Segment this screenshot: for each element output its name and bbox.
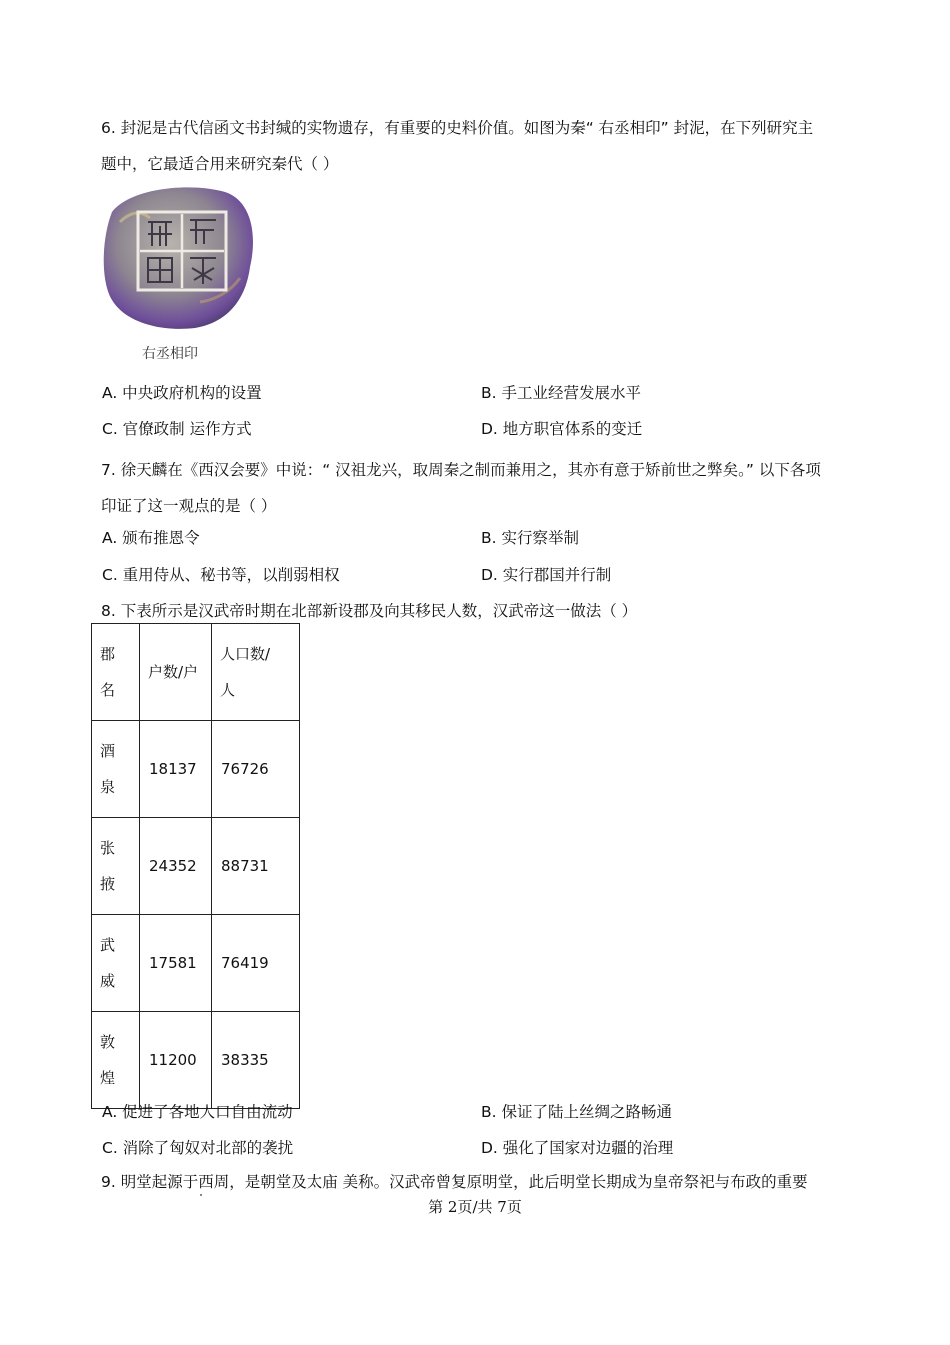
- q6-option-d[interactable]: D. 地方职官体系的变迁: [481, 420, 643, 438]
- table-header-cell: 郡名: [92, 624, 140, 721]
- q6-option-b[interactable]: B. 手工业经营发展水平: [481, 384, 641, 402]
- table-row: [92, 1012, 300, 1109]
- table-header-cell: 人口数/人: [212, 624, 300, 721]
- table-cell-households: 24352: [140, 818, 212, 915]
- table-cell-population: 76726: [212, 721, 300, 818]
- table-cell-households: 11200: [140, 1012, 212, 1109]
- q6-option-c[interactable]: C. 官僚政制 运作方式: [102, 420, 252, 438]
- q8-option-a[interactable]: A. 促进了各地人口自由流动: [102, 1103, 293, 1121]
- table-cell-households: 17581: [140, 915, 212, 1012]
- seal-image: [100, 182, 256, 332]
- q7-option-c[interactable]: C. 重用侍从、秘书等，以削弱相权: [102, 566, 340, 584]
- q6-stem-line1: 6. 封泥是古代信函文书封缄的实物遗存，有重要的史料价值。如图为秦“ 右丞相印” 封泥，在下列研究主: [101, 119, 814, 137]
- table-row: [92, 915, 300, 1012]
- table-cell-population: 76419: [212, 915, 300, 1012]
- table-header-row: [92, 624, 300, 721]
- q8-option-b[interactable]: B. 保证了陆上丝绸之路畅通: [481, 1103, 672, 1121]
- q7-stem-line1: 7. 徐天麟在《西汉会要》中说：“ 汉祖龙兴，取周秦之制而兼用之，其亦有意于矫前世之弊矣。” 以下各项: [101, 461, 821, 479]
- table-cell-households: 18137: [140, 721, 212, 818]
- q7-option-a[interactable]: A. 颁布推恩令: [102, 529, 200, 547]
- table-cell-population: 38335: [212, 1012, 300, 1109]
- q7-stem-line2: 印证了这一观点的是（ ）: [101, 497, 277, 515]
- population-table: [91, 623, 300, 1109]
- q8-option-d[interactable]: D. 强化了国家对边疆的治理: [481, 1139, 674, 1157]
- q8-stem: 8. 下表所示是汉武帝时期在北部新设郡及向其移民人数，汉武帝这一做法（ ）: [101, 602, 638, 620]
- table-row: [92, 818, 300, 915]
- q6-option-a[interactable]: A. 中央政府机构的设置: [102, 384, 262, 402]
- table-cell-population: 88731: [212, 818, 300, 915]
- table-cell-name: 武威: [92, 915, 140, 1012]
- q7-option-b[interactable]: B. 实行察举制: [481, 529, 579, 547]
- q7-option-d[interactable]: D. 实行郡国并行制: [481, 566, 612, 584]
- table-row: [92, 721, 300, 818]
- table-cell-name: 敦煌: [92, 1012, 140, 1109]
- table-cell-name: 张掖: [92, 818, 140, 915]
- page-footer: 第 2页/共 7页: [428, 1198, 522, 1216]
- seal-caption: 右丞相印: [142, 346, 198, 362]
- table-header-cell: 户数/户: [140, 624, 212, 721]
- table-cell-name: 酒泉: [92, 721, 140, 818]
- q9-stem-line1: 9. 明堂起源于西周，是朝堂及太庙 美称。汉武帝曾复原明堂，此后明堂长期成为皇帝祭祀与布政的重要: [101, 1173, 808, 1191]
- q8-option-c[interactable]: C. 消除了匈奴对北部的袭扰: [102, 1139, 294, 1157]
- q6-stem-line2: 题中，它最适合用来研究秦代（ ）: [101, 155, 339, 173]
